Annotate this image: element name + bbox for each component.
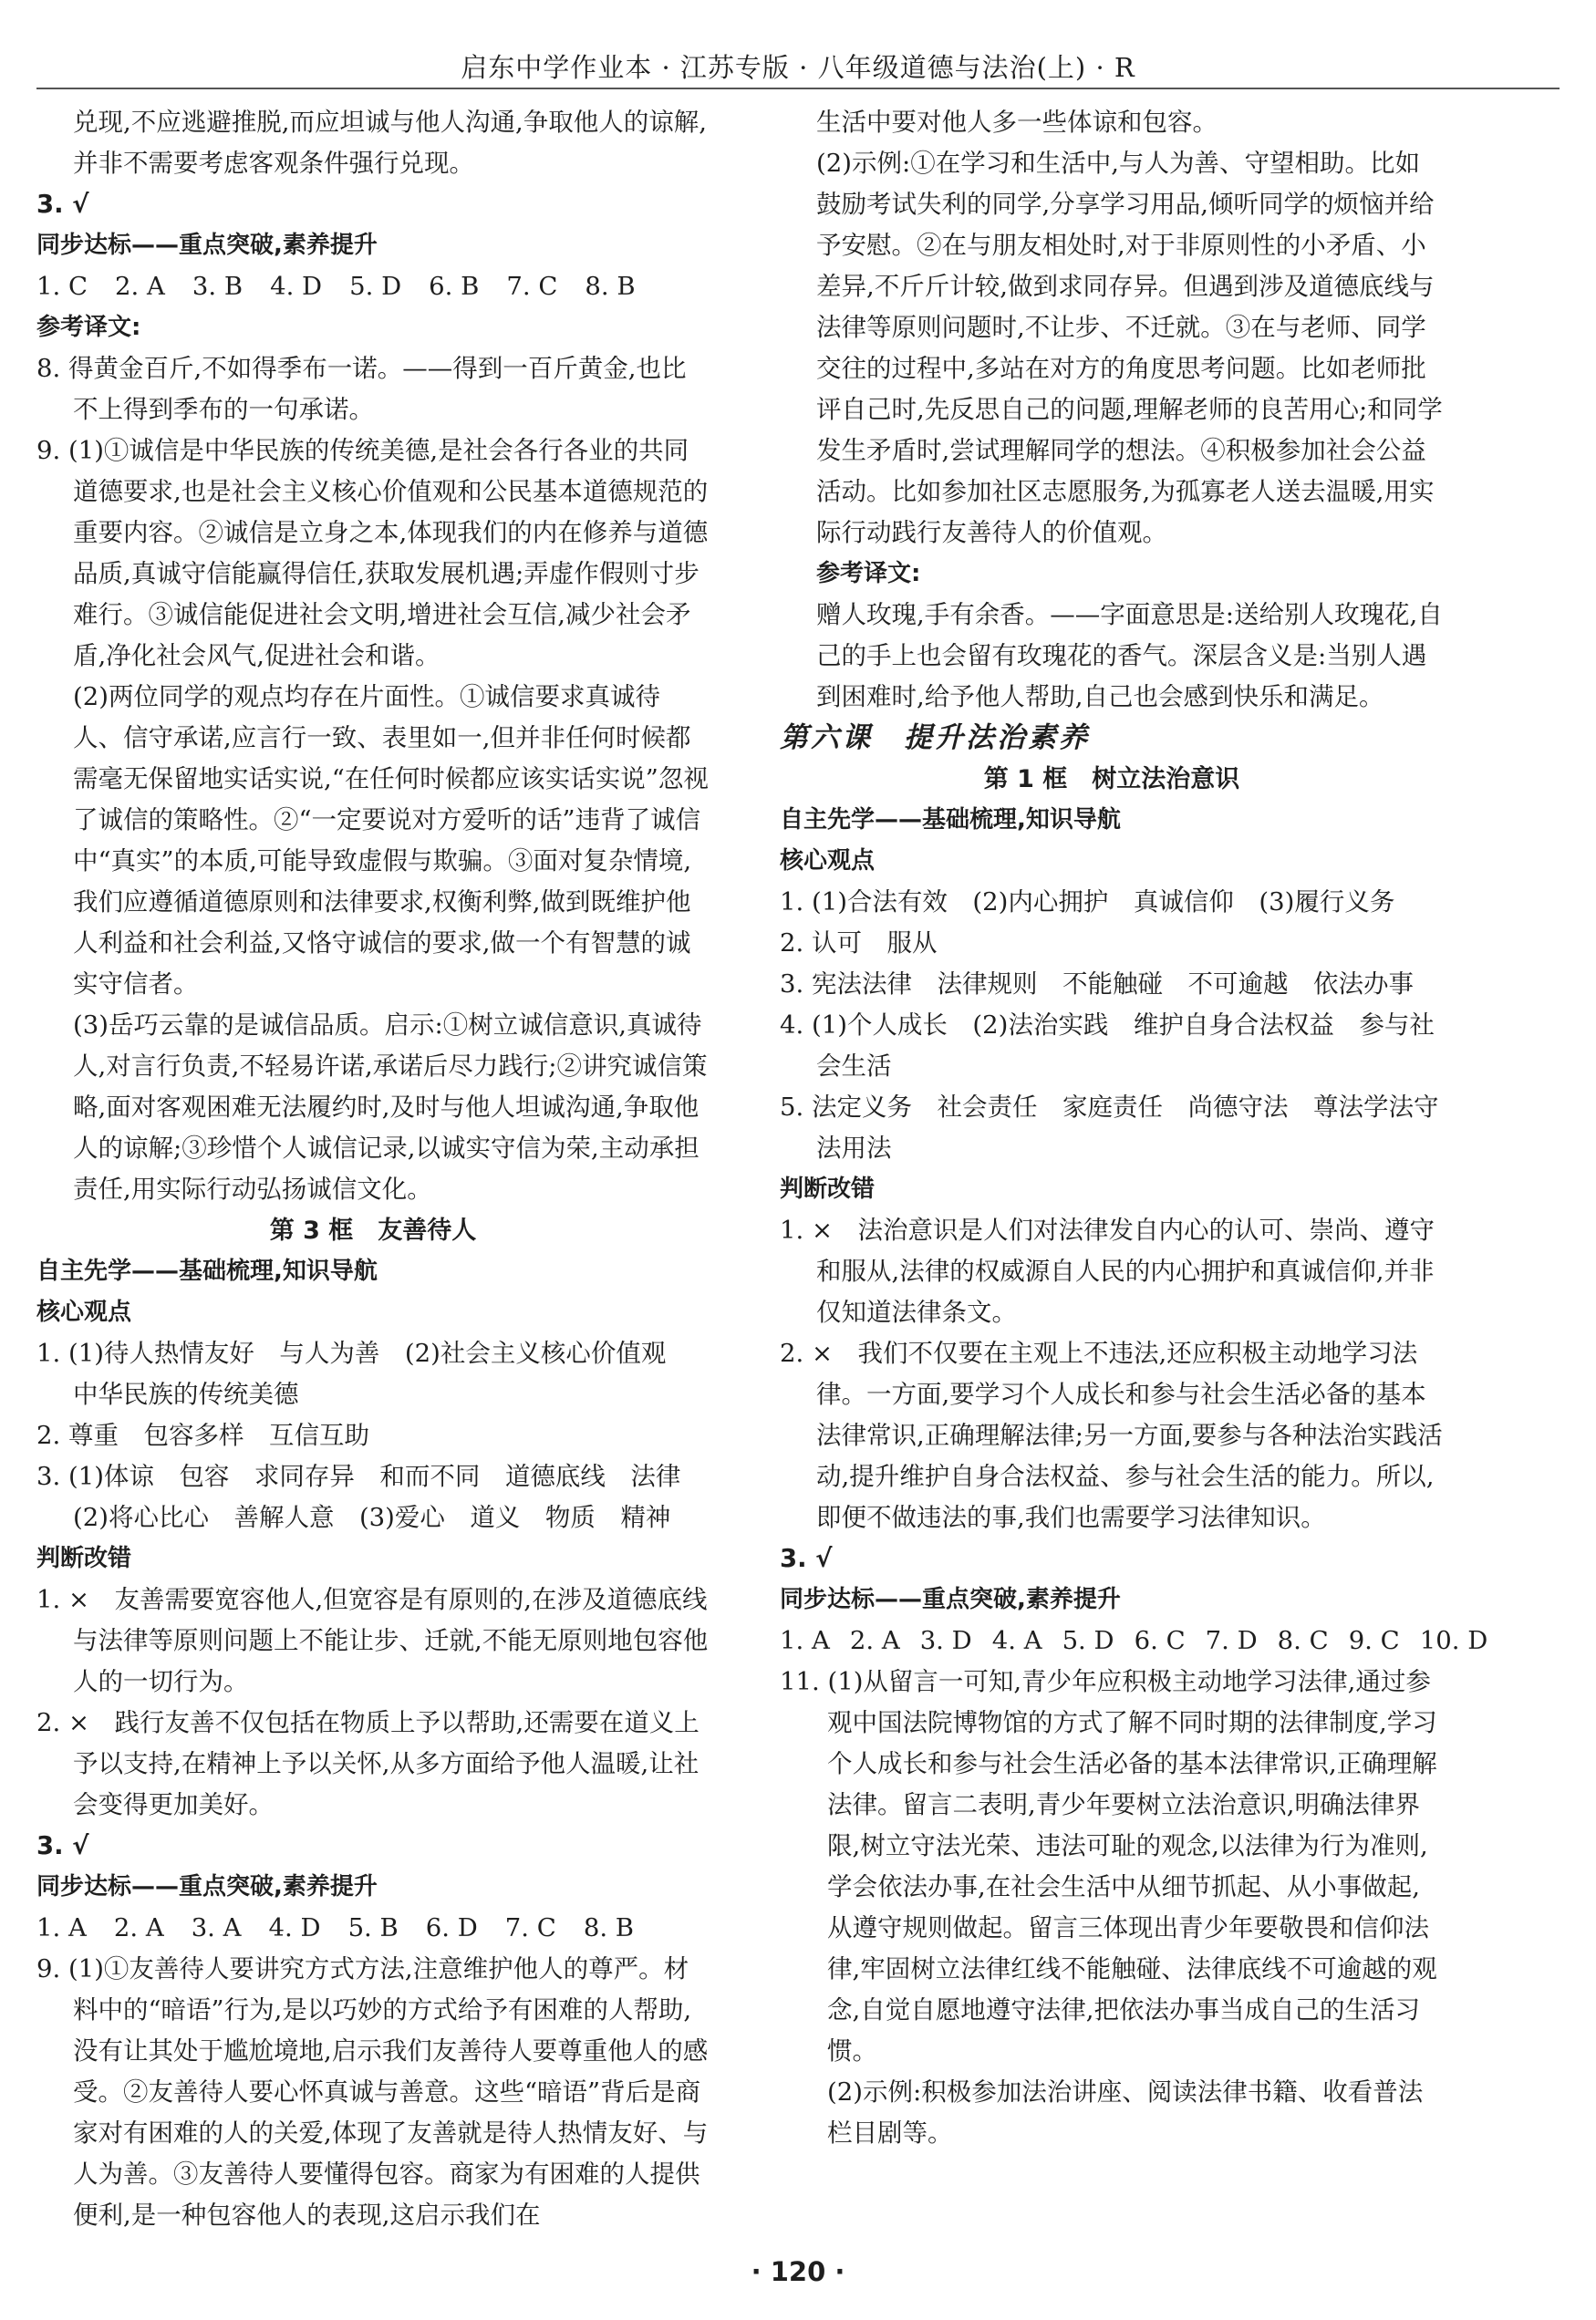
answer-item: 4. A xyxy=(991,1626,1042,1655)
subsection-heading: 判断改错 xyxy=(780,1176,876,1203)
answer-item: 9. C xyxy=(1348,1626,1400,1655)
running-header: 启东中学作业本 · 江苏专版 · 八年级道德与法治(上) · R xyxy=(461,52,1135,83)
text-paragraph: 1. (1)待人热情友好 与人为善 (2)社会主义核心价值观 中华民族的传统美德 xyxy=(36,1339,691,1409)
answer-item: 6. D xyxy=(425,1913,478,1942)
section-title: 第 1 框 树立法治意识 xyxy=(983,765,1240,793)
answer-item: 3. D xyxy=(919,1626,972,1655)
answer-item: 3. B xyxy=(192,272,244,301)
answer-item: 5. D xyxy=(349,272,402,301)
answer-item: 4. D xyxy=(268,1913,321,1942)
text-paragraph: 3. (1)体谅 包容 求同存异 和而不同 道德底线 法律 (2)将心比心 善解人意 (3)爱心 道义 物质 精神 xyxy=(36,1462,706,1532)
answer-item: 5. B xyxy=(347,1913,399,1942)
text-paragraph: 11. (1)从留言一可知,青少年应积极主动地学习法律,通过参观中国法院博物馆的方式了解不同时期的法律制度,学习个人成长和参与社会生活必备的基本法律常识,正确理解法律。留言二表明,青少年要树立法治意识,明确法律界限,树立守法光荣、违法可耻的观念,以法律为行为准则,学会依法办事,在社会生活中从细节抓起、从小事做起,从遵守规则做起。留言三体现出青少年要敬畏和信仰法律,牢固树立法律红线不能触碰、法律底线不可逾越的观念,自觉自愿地遵守法律,把依法办事当成自己的生活习惯。 xyxy=(780,1667,1437,2066)
answer-item: 10. D xyxy=(1419,1626,1488,1655)
section-heading: 同步达标——重点突破,素养提升 xyxy=(780,1586,1121,1613)
answer-item: 5. D xyxy=(1062,1626,1114,1655)
text-paragraph: (3)岳巧云靠的是诚信品质。启示:①树立诚信意识,真诚待人,对言行负责,不轻易许诺,承诺后尽力践行;②讲究诚信策略,面对客观困难无法履约时,及时与他人坦诚沟通,争取他人的谅解;③珍惜个人诚信记录,以诚实守信为荣,主动承担责任,用实际行动弘扬诚信文化。 xyxy=(73,1010,708,1204)
text-paragraph: 9. (1)①友善待人要讲究方式方法,注意维护他人的尊严。材料中的“暗语”行为,是以巧妙的方式给予有困难的人帮助,没有让其处于尴尬境地,启示我们友善待人要尊重他人的感受。②友善待人要心怀真诚与善意。这些“暗语”背后是商家对有困难的人的关爱,体现了友善就是待人热情友好、与人为善。③友善待人要懂得包容。商家为有困难的人提供便利,是一种包容他人的表现,这启示我们在 xyxy=(36,1954,709,2230)
answer-item: 7. C xyxy=(504,1913,556,1942)
answer-item: 7. C xyxy=(506,272,558,301)
header-rule xyxy=(36,88,1560,89)
text-paragraph: 兑现,不应逃避推脱,而应坦诚与他人沟通,争取他人的谅解,并非不需要考虑客观条件强行兑现。 xyxy=(73,108,707,178)
text-paragraph: (2)示例:积极参加法治讲座、阅读法律书籍、收看普法栏目剧等。 xyxy=(827,2077,1424,2148)
answer-item: 2. A xyxy=(849,1626,900,1655)
text-paragraph: 2. × 践行友善不仅包括在物质上予以帮助,还需要在道义上予以支持,在精神上予以关怀,从多方面给予他人温暖,让社会变得更加美好。 xyxy=(36,1708,700,1819)
answer-item: 1. C xyxy=(36,272,88,301)
section-heading: 同步达标——重点突破,素养提升 xyxy=(36,232,378,259)
text-paragraph: 2. × 我们不仅要在主观上不违法,还应积极主动地学习法律。一方面,要学习个人成长和参与社会生活必备的基本法律常识,正确理解法律;另一方面,要参与各种法治实践活动,提升维护自身合法权益、参与社会生活的能力。所以,即便不做违法的事,我们也需要学习法律知识。 xyxy=(780,1339,1443,1532)
answer-item: 4. D xyxy=(270,272,323,301)
lesson-title: 第六课 提升法治素养 xyxy=(780,721,1090,754)
answer-line: 3. √ xyxy=(36,1831,89,1860)
left-column xyxy=(36,102,710,2236)
answer-line: 3. √ xyxy=(36,190,89,219)
text-paragraph: 1. × 法治意识是人们对法律发自内心的认可、崇尚、遵守和服从,法律的权威源自人民的内心拥护和真诚信仰,并非仅知道法律条文。 xyxy=(780,1216,1435,1327)
answer-item: 2. A xyxy=(113,1913,164,1942)
answer-key-row xyxy=(36,1908,710,1949)
answer-item: 7. D xyxy=(1205,1626,1258,1655)
text-paragraph: 8. 得黄金百斤,不如得季布一诺。——得到一百斤黄金,也比不上得到季布的一句承诺。 xyxy=(36,354,687,424)
text-paragraph: (2)两位同学的观点均存在片面性。①诚信要求真诚待人、信守承诺,应言行一致、表里如一,但并非任何时候都需毫无保留地实话实说,“在任何时候都应该实话实说”忽视了诚信的策略性。②“一定要说对方爱听的话”违背了诚信中“真实”的本质,可能导致虚假与欺骗。③面对复杂情境,我们应遵循道德原则和法律要求,权衡利弊,做到既维护他人利益和社会利益,又恪守诚信的要求,做一个有智慧的诚实守信者。 xyxy=(73,682,709,999)
text-paragraph: (2)示例:①在学习和生活中,与人为善、守望相助。比如鼓励考试失利的同学,分享学习用品,倾听同学的烦恼并给予安慰。②在与朋友相处时,对于非原则性的小矛盾、小差异,不斤斤计较,做到求同存异。但遇到涉及道德底线与法律等原则问题时,不让步、不迁就。③在与老师、同学交往的过程中,多站在对方的角度思考问题。比如老师批评自己时,先反思自己的问题,理解老师的良苦用心;和同学发生矛盾时,尝试理解同学的想法。④积极参加社会公益活动。比如参加社区志愿服务,为孤寡老人送去温暖,用实际行动践行友善待人的价值观。 xyxy=(816,149,1443,547)
text-paragraph: 5. 法定义务 社会责任 家庭责任 尚德守法 尊法学法守法用法 xyxy=(780,1093,1439,1163)
right-column xyxy=(780,102,1488,2154)
text-paragraph: 1. × 友善需要宽容他人,但宽容是有原则的,在涉及道德底线与法律等原则问题上不能让步、迁就,不能无原则地包容他人的一切行为。 xyxy=(36,1585,709,1696)
answer-item: 6. B xyxy=(429,272,480,301)
text-paragraph: 4. (1)个人成长 (2)法治实践 维护自身合法权益 参与社会生活 xyxy=(780,1010,1435,1081)
subsection-heading: 参考译文: xyxy=(36,314,141,341)
answer-item: 3. A xyxy=(191,1913,242,1942)
section-title: 第 3 框 友善待人 xyxy=(269,1217,477,1245)
text-paragraph: 赠人玫瑰,手有余香。——字面意思是:送给别人玫瑰花,自己的手上也会留有玫瑰花的香气。深层含义是:当别人遇到困难时,给予他人帮助,自己也会感到快乐和满足。 xyxy=(816,600,1443,711)
page-number: · 120 · xyxy=(751,2256,845,2287)
answer-item: 2. A xyxy=(115,272,165,301)
subsection-heading: 参考译文: xyxy=(816,560,921,587)
text-paragraph: 3. 宪法法律 法律规则 不能触碰 不可逾越 依法办事 xyxy=(780,969,1414,999)
answer-item: 8. B xyxy=(583,1913,635,1942)
subsection-heading: 核心观点 xyxy=(36,1299,132,1326)
text-paragraph: 2. 认可 服从 xyxy=(780,928,938,958)
answer-key-row xyxy=(780,1621,1488,1662)
section-heading: 自主先学——基础梳理,知识导航 xyxy=(780,806,1121,834)
subsection-heading: 核心观点 xyxy=(780,847,876,875)
text-paragraph: 生活中要对他人多一些体谅和包容。 xyxy=(816,108,1218,137)
answer-item: 8. B xyxy=(585,272,636,301)
answer-item: 8. C xyxy=(1277,1626,1329,1655)
answer-item: 1. A xyxy=(36,1913,87,1942)
answer-item: 1. A xyxy=(780,1626,830,1655)
section-heading: 自主先学——基础梳理,知识导航 xyxy=(36,1258,378,1285)
subsection-heading: 判断改错 xyxy=(36,1545,132,1572)
answer-line: 3. √ xyxy=(780,1544,833,1573)
answer-key-row xyxy=(36,266,710,307)
text-paragraph: 9. (1)①诚信是中华民族的传统美德,是社会各行各业的共同道德要求,也是社会主义核心价值观和公民基本道德规范的重要内容。②诚信是立身之本,体现我们的内在修养与道德品质,真诚守信能赢得信任,获取发展机遇;弄虚作假则寸步难行。③诚信能促进社会文明,增进社会互信,减少社会矛盾,净化社会风气,促进社会和谐。 xyxy=(36,436,709,670)
text-paragraph: 2. 尊重 包容多样 互信互助 xyxy=(36,1421,369,1450)
answer-item: 6. C xyxy=(1134,1626,1186,1655)
text-paragraph: 1. (1)合法有效 (2)内心拥护 真诚信仰 (3)履行义务 xyxy=(780,887,1395,917)
section-heading: 同步达标——重点突破,素养提升 xyxy=(36,1873,378,1901)
